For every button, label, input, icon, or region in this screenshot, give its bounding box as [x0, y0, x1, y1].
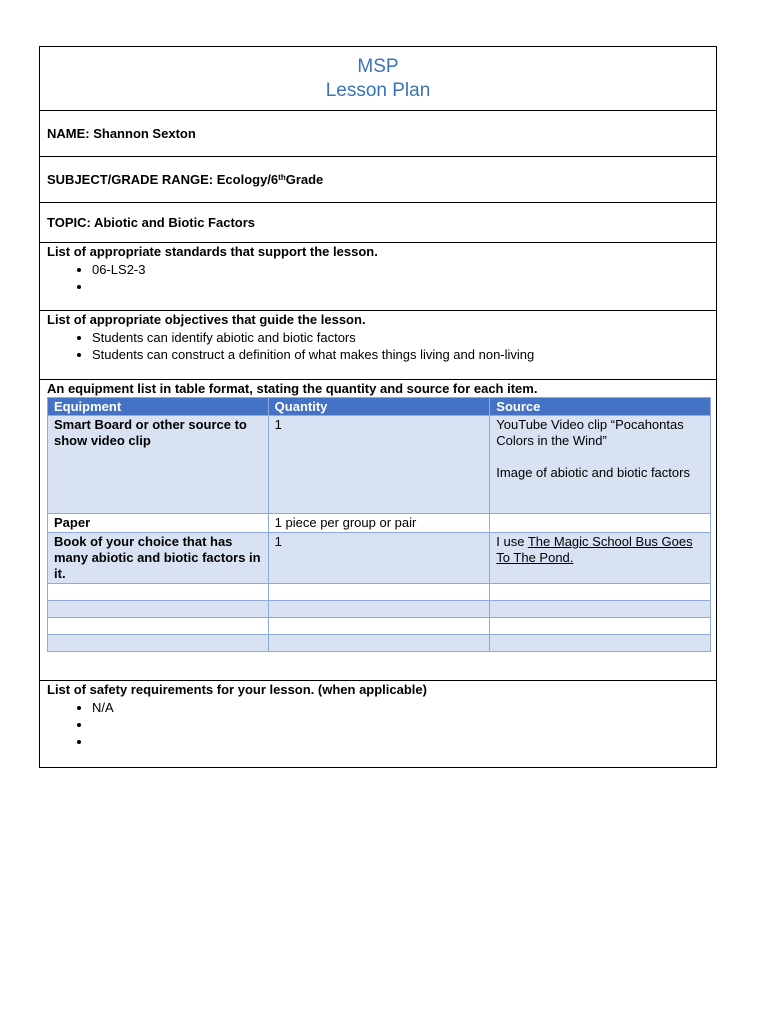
list-item: [92, 733, 709, 750]
header-equipment: Equipment: [48, 398, 269, 416]
table-row: [48, 416, 711, 514]
objectives-section: [40, 311, 716, 380]
header-source: Source: [490, 398, 711, 416]
cell-source: [490, 416, 711, 514]
subject-prefix: SUBJECT/GRADE RANGE: Ecology/6: [47, 172, 279, 187]
header-lesson-plan: Lesson Plan: [325, 80, 431, 101]
table-row: [48, 514, 711, 533]
topic-label: TOPIC: Abiotic and Biotic Factors: [47, 215, 256, 230]
cell-quantity: 1: [268, 533, 490, 584]
equipment-title: An equipment list in table format, stating the quantity and source for each item.: [47, 381, 538, 396]
safety-list: [47, 699, 709, 750]
header-quantity: Quantity: [268, 398, 490, 416]
list-item: [92, 278, 709, 295]
empty-cell: [268, 584, 490, 601]
standards-list: [47, 261, 709, 295]
list-item: • N/A: [92, 699, 709, 716]
list-item: • Students can identify abiotic and biotic factors: [92, 329, 709, 346]
header-msp: MSP: [357, 56, 399, 77]
source-line: YouTube Video clip “Pocahontas Colors in the Wind”: [496, 417, 684, 448]
document-header: [40, 47, 716, 111]
empty-cell: [48, 635, 269, 652]
subject-row: [40, 157, 716, 203]
objectives-title: List of appropriate objectives that guide the lesson.: [47, 312, 366, 327]
table-row: [48, 584, 711, 601]
safety-title: List of safety requirements for your lesson. (when applicable): [47, 682, 427, 697]
cell-equipment: Book of your choice that has many abiotic and biotic factors in it.: [48, 533, 269, 584]
table-header-row: [48, 398, 711, 416]
cell-quantity: 1: [268, 416, 490, 514]
lesson-plan-document: [39, 46, 717, 768]
subject-suffix: Grade: [285, 172, 324, 187]
objectives-list: [47, 329, 709, 363]
table-row: [48, 533, 711, 584]
name-row: [40, 111, 716, 157]
cell-source: [490, 533, 711, 584]
empty-cell: [48, 601, 269, 618]
cell-equipment: Smart Board or other source to show video clip: [48, 416, 269, 514]
safety-section: [40, 681, 716, 767]
standards-section: [40, 243, 716, 311]
empty-cell: [490, 618, 711, 635]
empty-cell: [268, 618, 490, 635]
equipment-table: [47, 397, 711, 652]
list-item: [92, 716, 709, 733]
list-item: • Students can construct a definition of what makes things living and non-living: [92, 346, 709, 363]
topic-row: [40, 203, 716, 243]
equipment-section: [40, 380, 716, 681]
standards-title: List of appropriate standards that support the lesson.: [47, 244, 378, 259]
cell-equipment: Paper: [48, 514, 269, 533]
list-item: • 06-LS2-3: [92, 261, 709, 278]
book-title-link[interactable]: The Magic School Bus Goes To The Pond.: [496, 534, 693, 565]
empty-cell: [490, 601, 711, 618]
cell-quantity: 1 piece per group or pair: [268, 514, 490, 533]
table-row: [48, 601, 711, 618]
subject-sup: th: [278, 173, 286, 182]
empty-cell: [268, 601, 490, 618]
source-prefix: I use: [496, 534, 528, 549]
cell-source: [490, 514, 711, 533]
empty-cell: [48, 618, 269, 635]
empty-cell: [490, 635, 711, 652]
table-row: [48, 618, 711, 635]
empty-cell: [490, 584, 711, 601]
name-label: NAME: Shannon Sexton: [47, 126, 196, 141]
source-line: Image of abiotic and biotic factors: [496, 465, 690, 480]
empty-cell: [268, 635, 490, 652]
empty-cell: [48, 584, 269, 601]
table-row: [48, 635, 711, 652]
